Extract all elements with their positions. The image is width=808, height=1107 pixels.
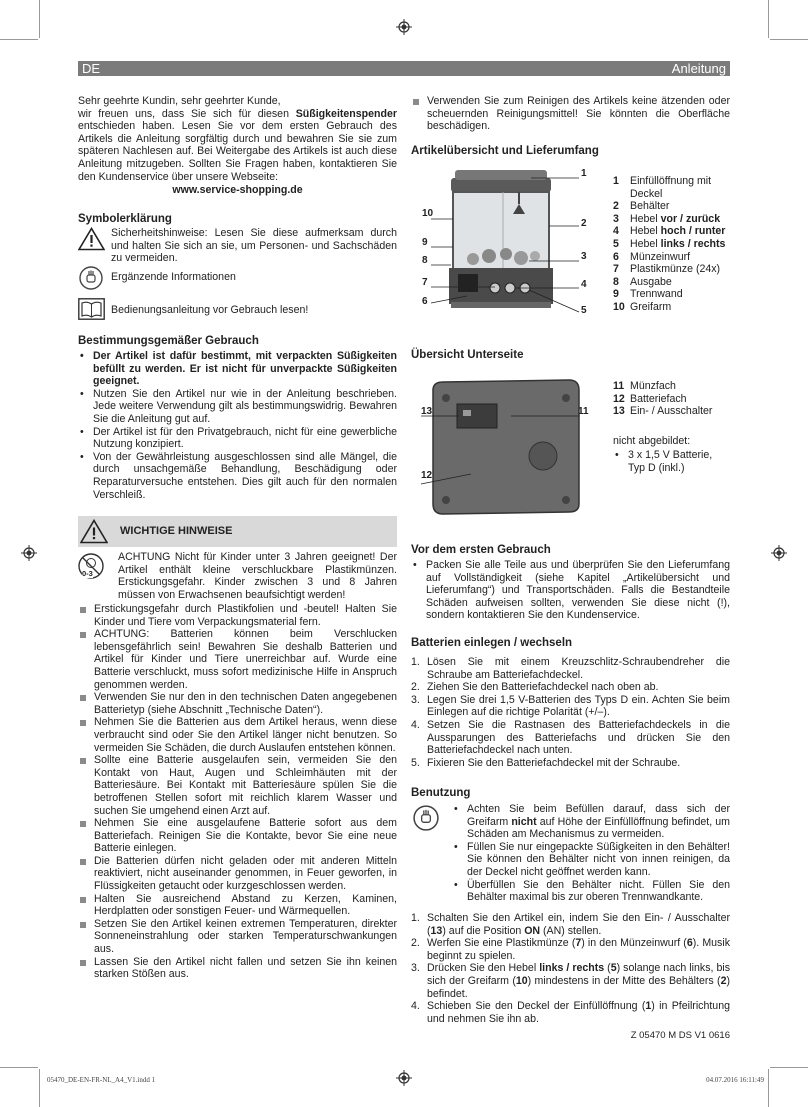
not-shown-label: nicht abgebildet: [613,435,691,447]
batteries-heading: Batterien einlegen / wechseln [411,637,573,649]
list-item: Verwenden Sie nur den in den technischen Daten angegebenen Batterietyp (siehe Abschnitt „Technische Daten“). [78,691,397,716]
registration-mark-icon [771,545,787,561]
product-image [411,164,592,320]
open-book-icon [78,298,105,320]
list-item: Lassen Sie den Artikel nicht fallen und setzen Sie ihn keinen starken Stößen aus. [78,956,397,981]
list-item: • Füllen Sie nur eingepackte Süßigkeiten in den Behälter! Sie können den Behälter nicht von innen reinigen, da der Deckel nicht geöffnet werden kann. [452,841,730,879]
symbol-warning-text: Sicherheitshinweise: Lesen Sie diese aufmerksam durch und halten Sie sich an sie, um Personen- und Sachschäden zu vermeiden. [111,227,397,265]
crop-mark [39,0,40,38]
cleaning-note [411,95,730,133]
first-use-list [411,559,730,622]
list-item: 5. Fixieren Sie den Batteriefachdeckel mit der Schraube. [411,756,681,769]
registration-mark-icon [21,545,37,561]
crop-mark [770,39,808,40]
list-item: 1. Lösen Sie mit einem Kreuzschlitz-Schraubendreher die Schraube am Batteriefachdeckel. [411,656,730,681]
footer-date: 04.07.2016 16:11:49 [706,1076,764,1084]
underside-illustration [411,376,592,516]
callout-label: 10 [422,208,434,219]
intro [78,95,397,197]
document-code: Z 05470 M DS V1 0616 [630,1030,730,1041]
list-item: 3. Drücken Sie den Hebel links / rechts (5) solange nach links, bis sich der Greifarm (10) mindestens in der Mitte des Behälters (2) befindet. [411,962,731,1000]
claw-machine-illustration [411,164,592,320]
list-item: • Achten Sie beim Befüllen darauf, dass sich der Greifarm nicht auf Höhe der Einfüllöffnung befindet, um Schäden am Mechanismus zu vermeiden. [452,803,730,841]
use-tips [452,803,730,904]
warning-triangle-icon [80,519,108,544]
list-item: • Nutzen Sie den Artikel nur wie in der Anleitung beschrieben. Jede weitere Verwendung gilt als bestimmungswidrig. Bewahren Sie die Anleitung gut auf. [78,388,397,426]
legend-item: 11 Münzfach [613,380,676,392]
use-steps [411,912,730,1025]
registration-mark-icon [396,19,412,35]
list-item: • Von der Gewährleistung ausgeschlossen sind alle Mängel, die durch unsachgemäße Behandlung, Beschädigung oder Reparaturversuche entstehen. Dies gilt auch für den normalen Verschleiß. [78,451,397,501]
list-item: Nehmen Sie die Batterien aus dem Artikel heraus, wenn diese verbraucht sind oder Sie den Artikel länger nicht benutzen. So vermeiden Sie Schäden, die durch Auslaufen entstehen können. [78,716,397,754]
legend-item: 10 Greifarm [613,300,672,313]
list-item: 4. Schieben Sie den Deckel der Einfüllöffnung (1) in Pfeilrichtung und nehmen Sie ihn ab. [411,1000,730,1025]
legend-item: 5 Hebel links / rechts [613,237,726,250]
footer-filename: 05470_DE-EN-FR-NL_A4_V1.indd 1 [47,1076,156,1084]
callout-label: 8 [422,255,428,266]
list-item: • 3 x 1,5 V Batterie, Typ D (inkl.) [613,449,730,474]
callout-label: 1 [581,168,587,179]
legend-item: 2 Behälter [613,200,670,213]
list-item: 4. Setzen Sie die Rastnasen des Batteriefachdeckels in die Aussparungen des Batteriefachs und drücken Sie den Batteriefachdeckel nach unten. [411,718,730,757]
underside-heading: Übersicht Unterseite [411,349,524,361]
crop-mark [0,1067,38,1068]
first-use-heading: Vor dem ersten Gebrauch [411,544,551,556]
underside-legend [613,380,730,418]
warnings-list [78,603,397,981]
callout-label: 3 [581,251,587,262]
age-warning-text: ACHTUNG Nicht für Kinder unter 3 Jahren geeignet! Der Artikel enthält kleine verschluckbare Plastikmünzen. Erstickungsgefahr. Kinder zwischen 3 und 8 Jahren müssen von Erwachsenen beaufsichtigt werden! [118,551,397,601]
list-item: • Packen Sie alle Teile aus und überprüfen Sie den Lieferumfang auf Vollständigkeit (siehe Kapitel „Artikelübersicht und Lieferumfang“) und Transportschäden. Falls die Bestandteile Schäden aufweisen sollten, verwenden Sie diese nicht (!), sondern kontaktieren Sie den Kundenservice. [411,559,730,622]
list-item: 2. Ziehen Sie den Batteriefachdeckel nach oben ab. [411,681,659,694]
list-item: Nehmen Sie eine ausgelaufene Batterie sofort aus dem Batteriefach. Reinigen Sie die Kontakte, bevor Sie eine neue Batterie einlegen. [78,817,397,855]
list-item: • Überfüllen Sie den Behälter nicht. Füllen Sie den Behälter maximal bis zur oberen Trennwandkante. [452,879,730,904]
legend-item: 7 Plastikmünze (24x) [613,263,721,276]
list-item: 2. Werfen Sie eine Plastikmünze (7) in den Münzeinwurf (6). Musik beginnt zu spielen. [411,937,731,962]
list-item: Erstickungsgefahr durch Plastikfolien und -beutel! Halten Sie Kinder und Tiere vom Verpackungsmaterial fern. [78,603,397,628]
crop-mark [768,1069,769,1107]
age-label: 0-3 [82,569,93,578]
not-shown-list [613,449,730,474]
legend-item: 8 Ausgabe [613,275,672,288]
legend-item: 1 Einfüllöffnung mit Deckel [613,175,712,200]
list-item: Sollte eine Batterie ausgelaufen sein, vermeiden Sie den Kontakt von Haut, Augen und Schleimhäuten mit der Batteriesäure. Bei Kontakt mit Batteriesäure spülen Sie die betroffenen Stellen sofort mit reichlich klarem Wasser und suchen Sie umgehend einen Arzt auf. [78,754,397,817]
intro-paragraph: wir freuen uns, dass Sie sich für diesen Süßigkeitenspender entschieden haben. Lesen Sie vor dem ersten Gebrauch des Artikels die Anleitung sorgfältig durch und bewahren Sie sie zum späteren Nachlesen auf. Bei Weitergabe des Artikels ist auch diese Anleitung mitzugeben. Sollten Sie Fragen haben, kontaktieren Sie den Kundenservice über unsere Webseite: [78,107,397,183]
usage-heading: Bestimmungsgemäßer Gebrauch [78,335,259,347]
callout-label: 9 [422,237,428,248]
legend-item: 3 Hebel vor / zurück [613,212,721,225]
crop-mark [0,39,38,40]
language-code: DE [82,61,101,76]
list-item: Verwenden Sie zum Reinigen des Artikels keine ätzenden oder scheuernden Reinigungsmittel! Sie könnten die Oberfläche beschädigen. [411,95,730,133]
legend-item: 6 Münzeinwurf [613,250,691,263]
legend-item: 12 Batteriefach [613,392,687,405]
list-item: ACHTUNG: Batterien können beim Verschlucken lebensgefährlich sein! Bewahren Sie deshalb Batterien und Artikel für Kinder und Tiere unerreichbar auf. Wurde eine Batterie verschluckt, muss sofort medizinische Hilfe in Anspruch genommen werden. [78,628,397,691]
greeting: Sehr geehrte Kundin, sehr geehrter Kunde, [78,95,281,107]
section-title: Anleitung [671,61,726,76]
parts-legend [613,175,730,314]
usage-list [78,350,397,501]
legend-item: 13 Ein- / Ausschalter [613,405,713,418]
callout-label: 5 [581,305,587,316]
legend-item: 9 Trennwand [613,288,683,301]
list-item: Die Batterien dürfen nicht geladen oder mit anderen Mitteln reaktiviert, nicht auseinander genommen, in Feuer geworfen, in Flüssigkeiten getaucht oder kurzgeschlossen werden. [78,855,397,893]
crop-mark [770,1067,808,1068]
legend-item: 4 Hebel hoch / runter [613,225,726,238]
callout-label: 6 [422,296,428,307]
callout-label: 2 [581,218,587,229]
list-item: Setzen Sie den Artikel keinen extremen Temperaturen, direkter Sonneneinstrahlung oder starken Temperaturschwankungen aus. [78,918,397,956]
overview-heading: Artikelübersicht und Lieferumfang [411,145,599,157]
list-item: Halten Sie ausreichend Abstand zu Kerzen, Kaminen, Herdplatten oder sonstigen Feuer- und Wärmequellen. [78,893,397,918]
list-item: • Der Artikel ist dafür bestimmt, mit verpackten Süßigkeiten befüllt zu werden. Er ist nicht für unverpackte Süßigkeiten geeignet. [78,350,397,388]
use-heading: Benutzung [411,787,471,799]
batteries-steps [411,656,730,769]
underside-image [411,376,592,516]
list-item: • Der Artikel ist für den Privatgebrauch, nicht für eine gewerbliche Nutzung konzipiert. [78,426,397,451]
symbol-info-text: Ergänzende Informationen [111,271,236,283]
symbols-heading: Symbolerklärung [78,213,172,225]
important-notes-title: WICHTIGE HINWEISE [120,525,233,537]
list-item: 1. Schalten Sie den Artikel ein, indem Sie den Ein- / Ausschalter (13) auf die Position ON (AN) stellen. [411,912,730,937]
hand-info-icon [79,266,103,290]
callout-label: 13 [421,406,433,417]
callout-label: 11 [578,406,589,417]
registration-mark-icon [396,1070,412,1086]
crop-mark [39,1069,40,1107]
crop-mark [768,0,769,38]
callout-label: 12 [421,470,433,481]
callout-label: 7 [422,277,428,288]
list-item: 3. Legen Sie drei 1,5 V-Batterien des Typs D ein. Achten Sie beim Einlegen auf die richtige Polarität (+/–). [411,693,730,719]
website-link[interactable]: www.service-shopping.de [172,184,303,197]
hand-info-icon [413,805,439,831]
important-notes-banner [78,516,397,547]
callout-label: 4 [581,279,587,290]
warning-triangle-icon [78,227,105,251]
header-bar [78,61,730,76]
symbol-read-text: Bedienungsanleitung vor Gebrauch lesen! [111,304,309,316]
